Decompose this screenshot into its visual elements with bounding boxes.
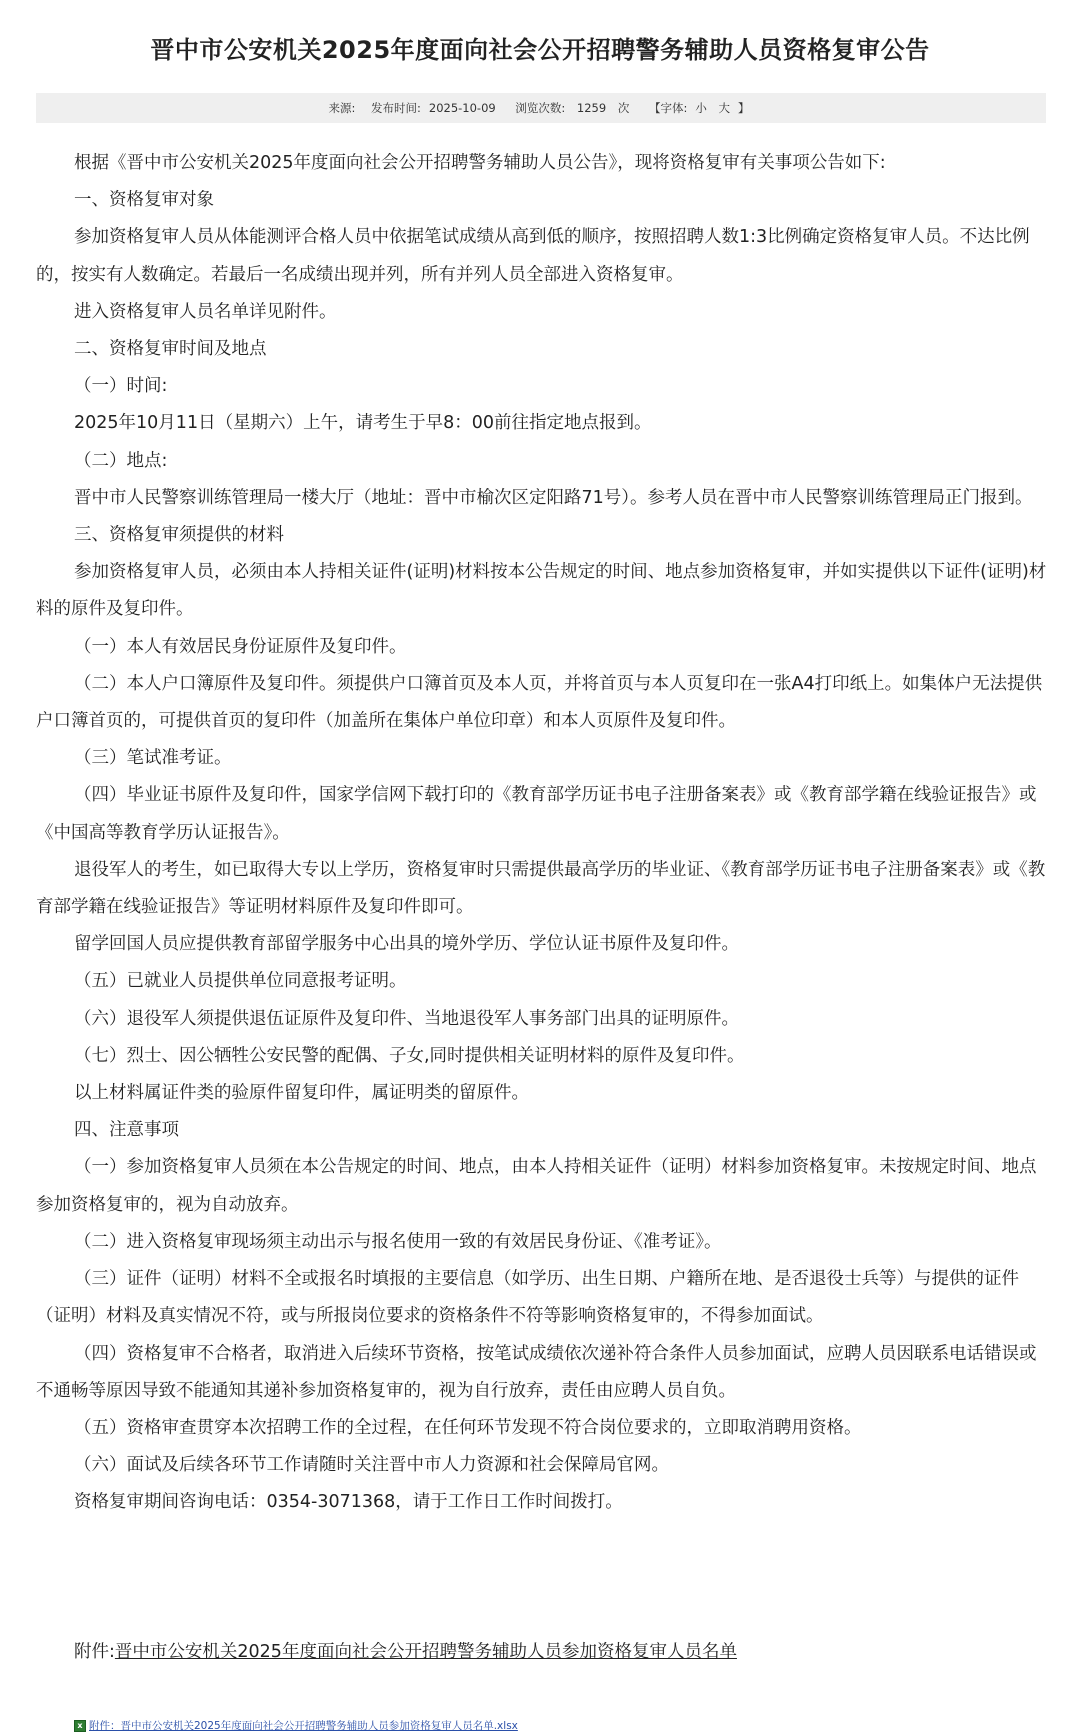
paragraph: 留学回国人员应提供教育部留学服务中心出具的境外学历、学位认证书原件及复印件。 [74, 934, 739, 955]
article-meta-bar [36, 93, 1046, 123]
paragraph: （七）烈士、因公牺牲公安民警的配偶、子女,同时提供相关证明材料的原件及复印件。 [74, 1045, 745, 1066]
views-count: 1259 [576, 101, 607, 115]
paragraph: （一）时间: [74, 376, 168, 397]
section-heading: 三、资格复审须提供的材料 [74, 525, 284, 546]
paragraph: 晋中市人民警察训练管理局一楼大厅（地址：晋中市榆次区定阳路71号）。参考人员在晋中市人民警察训练管理局正门报到。 [74, 487, 1033, 508]
paragraph: 根据《晋中市公安机关2025年度面向社会公开招聘警务辅助人员公告》，现将资格复审有关事项公告如下: [74, 153, 886, 173]
attachment-link[interactable]: 晋中市公安机关2025年度面向社会公开招聘警务辅助人员参加资格复审人员名单 [114, 1642, 737, 1662]
publish-label: 发布时间: [371, 101, 421, 115]
paragraph: （六）面试及后续各环节工作请随时关注晋中市人力资源和社会保障局官网。 [74, 1455, 669, 1476]
section-heading: 四、注意事项 [74, 1120, 179, 1141]
excel-file-icon: x [74, 1720, 86, 1732]
font-size-close: 】 [738, 101, 750, 115]
views-unit: 次 [617, 101, 630, 115]
paragraph: （四）毕业证书原件及复印件，国家学信网下载打印的《教育部学历证书电子注册备案表》或《教育部学籍在线验证报告》或《中国高等教育学历认证报告》。 [36, 785, 1037, 843]
paragraph: （二）本人户口簿原件及复印件。须提供户口簿首页及本人页，并将首页与本人页复印在一张A4打印纸上。如集体户无法提供户口簿首页的，可提供首页的复印件（加盖所在集体户单位印章）和本人页原件及复印件。 [36, 673, 1043, 732]
paragraph: （一）本人有效居民身份证原件及复印件。 [74, 636, 407, 657]
font-small-button[interactable]: 小 [695, 101, 707, 115]
paragraph: 参加资格复审人员从体能测评合格人员中依据笔试成绩从高到低的顺序，按照招聘人数1:3比例确定资格复审人员。不达比例的，按实有人数确定。若最后一名成绩出现并列，所有并列人员全部进入资格复审。 [36, 227, 1030, 285]
views-label: 浏览次数: [515, 101, 566, 115]
paragraph: （一）参加资格复审人员须在本公告规定的时间、地点，由本人持相关证件（证明）材料参加资格复审。未按规定时间、地点参加资格复审的，视为自动放弃。 [36, 1157, 1037, 1215]
page-title: 晋中市公安机关2025年度面向社会公开招聘警务辅助人员资格复审公告 [150, 36, 930, 64]
paragraph: （五）已就业人员提供单位同意报考证明。 [74, 971, 407, 992]
paragraph: 退役军人的考生，如已取得大专以上学历，资格复审时只需提供最高学历的毕业证、《教育部学历证书电子注册备案表》或《教育部学籍在线验证报告》等证明材料原件及复印件即可。 [36, 859, 1046, 918]
paragraph: （六）退役军人须提供退伍证原件及复印件、当地退役军人事务部门出具的证明原件。 [74, 1008, 739, 1029]
attachment-label: 附件: [74, 1642, 115, 1662]
article-body [36, 145, 1048, 1522]
paragraph: （四）资格复审不合格者，取消进入后续环节资格，按笔试成绩依次递补符合条件人员参加面试，应聘人员因联系电话错误或不通畅等原因导致不能通知其递补参加资格复审的，视为自行放弃，责任由应聘人员自负。 [36, 1343, 1037, 1401]
file-download-link[interactable]: 附件：晋中市公安机关2025年度面向社会公开招聘警务辅助人员参加资格复审人员名单.xlsx [89, 1720, 518, 1732]
font-large-button[interactable]: 大 [718, 101, 731, 115]
paragraph: （二）地点: [74, 450, 168, 471]
paragraph: 进入资格复审人员名单详见附件。 [74, 301, 337, 322]
paragraph: 以上材料属证件类的验原件留复印件，属证明类的留原件。 [74, 1083, 529, 1104]
section-heading: 一、资格复审对象 [74, 190, 214, 211]
attachment-line [74, 1638, 737, 1663]
paragraph: 参加资格复审人员，必须由本人持相关证件(证明)材料按本公告规定的时间、地点参加资格复审，并如实提供以下证件(证明)材料的原件及复印件。 [36, 562, 1047, 620]
font-size-label: 【字体: [649, 101, 688, 115]
paragraph: （五）资格审查贯穿本次招聘工作的全过程，在任何环节发现不符合岗位要求的，立即取消聘用资格。 [74, 1417, 862, 1438]
paragraph: 2025年10月11日（星期六）上午，请考生于早8：00前往指定地点报到。 [74, 413, 652, 434]
paragraph: （三）笔试准考证。 [74, 748, 232, 769]
file-download [74, 1718, 518, 1733]
paragraph: （二）进入资格复审现场须主动出示与报名使用一致的有效居民身份证、《准考证》。 [74, 1231, 722, 1252]
paragraph: （三）证件（证明）材料不全或报名时填报的主要信息（如学历、出生日期、户籍所在地、是否退役士兵等）与提供的证件（证明）材料及真实情况不符，或与所报岗位要求的资格条件不符等影响资格复审的，不得参加面试。 [36, 1269, 1019, 1327]
publish-date: 2025-10-09 [428, 101, 496, 115]
source-label: 来源: [328, 101, 356, 115]
paragraph: 资格复审期间咨询电话：0354-3071368，请于工作日工作时间拨打。 [74, 1492, 623, 1513]
section-heading: 二、资格复审时间及地点 [74, 339, 267, 360]
